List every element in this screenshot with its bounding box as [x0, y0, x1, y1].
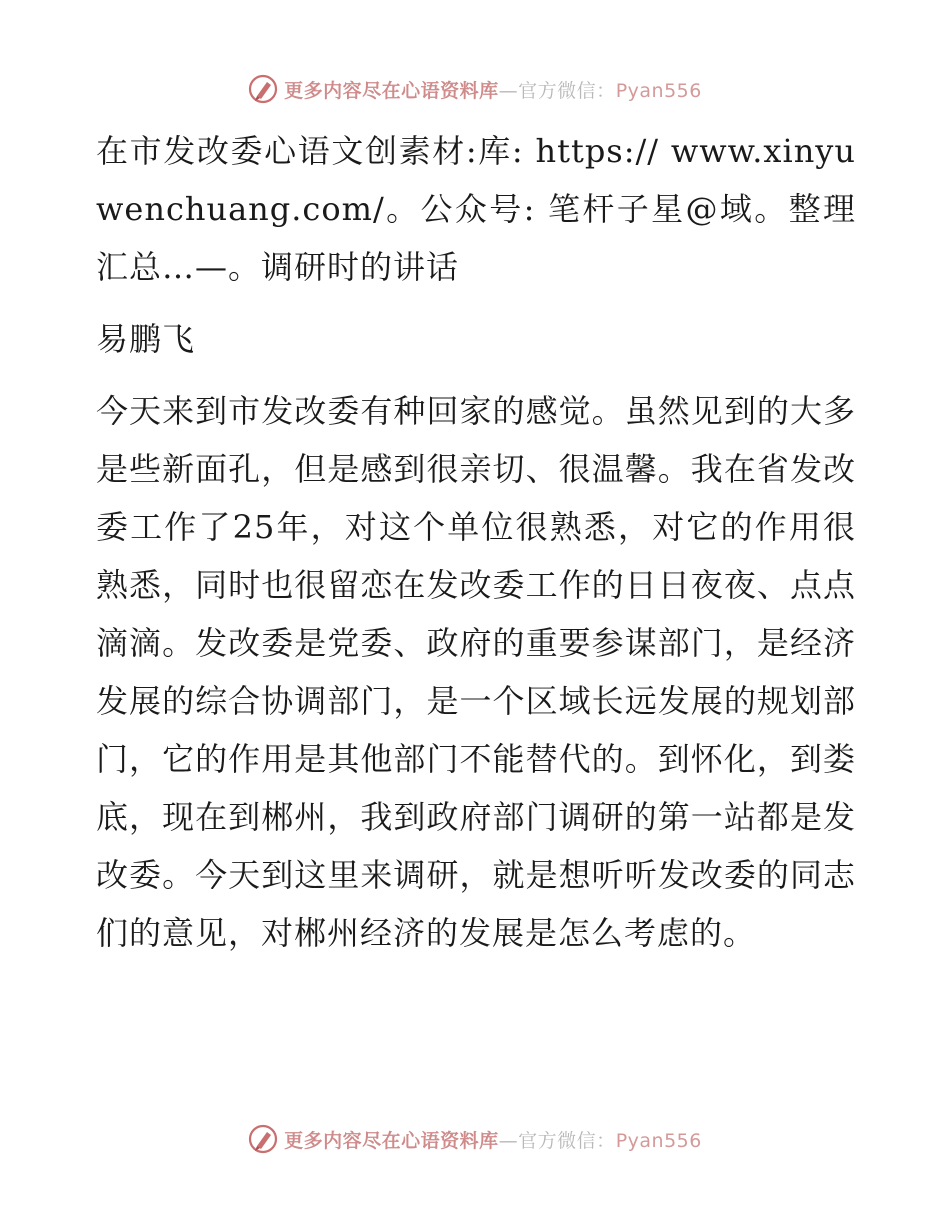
banner-official-label: 官方微信： — [518, 1129, 616, 1152]
banner-text — [284, 76, 702, 103]
banner-main-text: 更多内容尽在心语资料库 — [284, 79, 499, 102]
banner-dash: — — [498, 79, 519, 102]
banner-dash: — — [498, 1129, 519, 1152]
document-body — [96, 122, 856, 962]
header-banner — [0, 72, 950, 106]
banner-text — [284, 1126, 702, 1153]
pen-nib-logo-icon — [248, 1124, 278, 1154]
document-title: 在市发改委心语文创素材:库: https:// www.xinyuwenchuang.com/。公众号: 笔杆子星@域。整理汇总…—。调研时的讲话 — [96, 132, 856, 286]
banner-wechat-id: Pyan556 — [615, 1129, 702, 1152]
document-paragraph: 今天来到市发改委有种回家的感觉。虽然见到的大多是些新面孔，但是感到很亲切、很温馨。我在省发改委工作了25年，对这个单位很熟悉，对它的作用很熟悉，同时也很留恋在发改委工作的日日夜夜、点点滴滴。发改委是党委、政府的重要参谋部门，是经济发展的综合协调部门，是一个区域长远发展的规划部门，它的作用是其他部门不能替代的。到怀化，到娄底，现在到郴州，我到政府部门调研的第一站都是发改委。今天到这里来调研，就是想听听发改委的同志们的意见，对郴州经济的发展是怎么考虑的。 — [96, 392, 856, 952]
document-author: 易鹏飞 — [96, 320, 196, 358]
banner-official-label: 官方微信： — [518, 79, 616, 102]
pen-nib-logo-icon — [248, 74, 278, 104]
banner-wechat-id: Pyan556 — [615, 79, 702, 102]
footer-banner — [0, 1122, 950, 1156]
banner-main-text: 更多内容尽在心语资料库 — [284, 1129, 499, 1152]
